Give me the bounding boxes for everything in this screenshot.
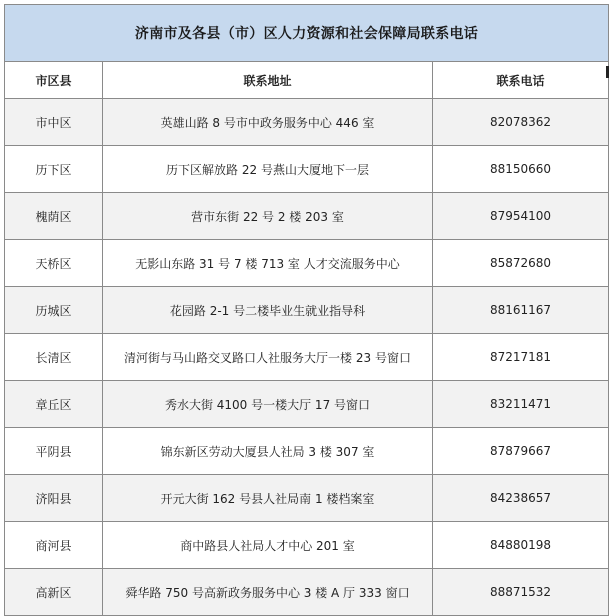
address-cell: 锦东新区劳动大厦县人社局 3 楼 307 室 [103, 428, 433, 475]
district-cell: 章丘区 [5, 381, 103, 428]
phone-cell: 83211471 [433, 381, 609, 428]
header-address: 联系地址 [103, 62, 433, 99]
table-row [5, 522, 609, 569]
table-row [5, 475, 609, 522]
phone-cell: 88871532 [433, 569, 609, 616]
district-cell: 槐荫区 [5, 193, 103, 240]
table-row [5, 99, 609, 146]
address-cell: 营市东街 22 号 2 楼 203 室 [103, 193, 433, 240]
phone-cell: 88150660 [433, 146, 609, 193]
district-cell: 长清区 [5, 334, 103, 381]
address-cell: 清河街与马山路交叉路口人社服务大厅一楼 23 号窗口 [103, 334, 433, 381]
address-cell: 开元大街 162 号县人社局南 1 楼档案室 [103, 475, 433, 522]
phone-cell: 84238657 [433, 475, 609, 522]
address-cell: 历下区解放路 22 号燕山大厦地下一层 [103, 146, 433, 193]
contact-table-sheet [4, 4, 608, 616]
phone-cell: 88161167 [433, 287, 609, 334]
table-row [5, 193, 609, 240]
phone-cell: 87217181 [433, 334, 609, 381]
table-row [5, 334, 609, 381]
address-cell: 无影山东路 31 号 7 楼 713 室 人才交流服务中心 [103, 240, 433, 287]
address-cell: 商中路县人社局人才中心 201 室 [103, 522, 433, 569]
table-title: 济南市及各县（市）区人力资源和社会保障局联系电话 [5, 5, 609, 62]
title-row [5, 5, 609, 62]
phone-cell: 87879667 [433, 428, 609, 475]
header-district: 市区县 [5, 62, 103, 99]
phone-cell: 85872680 [433, 240, 609, 287]
edge-mark [606, 66, 609, 78]
district-cell: 平阴县 [5, 428, 103, 475]
header-phone: 联系电话 [433, 62, 609, 99]
district-cell: 商河县 [5, 522, 103, 569]
table-row [5, 240, 609, 287]
phone-cell: 84880198 [433, 522, 609, 569]
header-row [5, 62, 609, 99]
district-cell: 济阳县 [5, 475, 103, 522]
contact-table [4, 4, 609, 616]
phone-cell: 82078362 [433, 99, 609, 146]
address-cell: 花园路 2-1 号二楼毕业生就业指导科 [103, 287, 433, 334]
table-row [5, 428, 609, 475]
table-row [5, 146, 609, 193]
district-cell: 高新区 [5, 569, 103, 616]
district-cell: 历下区 [5, 146, 103, 193]
address-cell: 秀水大街 4100 号一楼大厅 17 号窗口 [103, 381, 433, 428]
address-cell: 舜华路 750 号高新政务服务中心 3 楼 A 厅 333 窗口 [103, 569, 433, 616]
district-cell: 市中区 [5, 99, 103, 146]
phone-cell: 87954100 [433, 193, 609, 240]
address-cell: 英雄山路 8 号市中政务服务中心 446 室 [103, 99, 433, 146]
district-cell: 天桥区 [5, 240, 103, 287]
table-row [5, 287, 609, 334]
table-row [5, 569, 609, 616]
table-row [5, 381, 609, 428]
district-cell: 历城区 [5, 287, 103, 334]
